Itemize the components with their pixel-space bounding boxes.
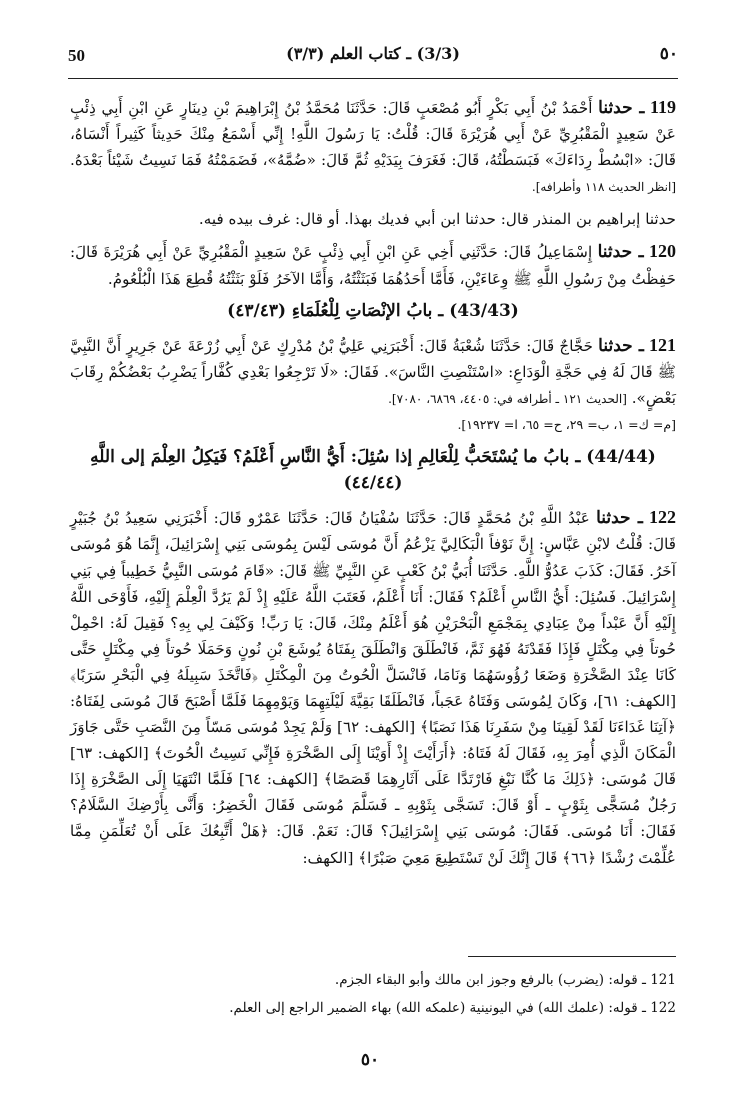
hadith-121 [70,332,676,438]
hadith-120 [70,238,676,291]
hadith-keyword: ـ حدثنا [598,98,645,118]
page-number-arabic: ٥٠ [659,44,678,64]
header-rule [68,78,678,79]
running-title: (3/3) ـ كتاب العلم (٣/٣) [286,44,460,63]
hadith-keyword: ـ حدثنا [596,508,643,529]
footnote: 122 ـ قوله: (علمك الله) في اليونينية (علمكه الله) بهاء الضمير الراجع إلى العلم. [229,1000,676,1016]
page-number-latin: 50 [68,46,85,65]
main-text [70,94,676,877]
hadith-number: 121 [649,334,677,355]
hadith-number: 120 [649,241,677,262]
hadith-text: إِسْمَاعِيلُ قَالَ: حَدَّثَنِي أَخِي عَنِ ابْنِ أَبِي ذِئْبٍ عَنْ سَعِيدٍ الْمَقْبُرِيِّ عَنْ أَبِي هُرَيْرَةَ قَالَ: حَفِظْتُ مِنْ رَسُولِ اللَّهِ ﷺ وِعَاءَيْنِ، فَأَمَّا أَحَدُهُمَا فَبَثَثْتُهُ، وَأَمَّا الآخَرُ فَلَوْ بَثَثْتُهُ قُطِعَ هَذَا الْبُلْعُومُ. [70,243,676,288]
hadith-119-addendum: حدثنا إبراهيم بن المنذر قال: حدثنا ابن أبي فديك بهذا. أو قال: غرف بيده فيه. [198,210,676,229]
hadith-keyword: ـ حدثنا [597,242,644,263]
footnote-rule [468,956,676,957]
hadith-reference: [الحديث ١٢١ ـ أطرافه في: ٤٤٠٥، ٦٨٦٩، ٧٠٨٠]. [388,391,627,406]
hadith-keyword: ـ حدثنا [598,335,644,356]
hadith-number: 122 [649,507,677,528]
hadith-119 [70,94,676,200]
chapter-heading-43: (43/43) ـ بابُ الإنْصَاتِ لِلْعُلَمَاءِ (٤٣/٤٣) [227,300,519,321]
footnote: 121 ـ قوله: (يضرب) بالرفع وجوز ابن مالك وأبو البقاء الجزم. [334,972,676,988]
bottom-page-number: ٥٠ [360,1050,380,1070]
hadith-index-tag: [م= ك= ١، ب= ٢٩، ح= ٦٥، ا= ١٩٢٣٧]. [457,417,676,433]
hadith-reference: [انظر الحديث ١١٨ وأطرافه]. [531,180,676,195]
hadith-number: 119 [650,97,677,117]
page-header [68,44,678,70]
hadith-text: أَحْمَدُ بْنُ أَبِي بَكْرٍ أَبُو مُصْعَبٍ قَالَ: حَدَّثَنَا مُحَمَّدُ بْنُ إِبْرَاهِيمَ بْنِ دِينَارٍ عَنِ ابْنِ أَبِي ذِئْبٍ عَنْ سَعِيدٍ الْمَقْبُرِيِّ عَنْ أَبِي هُرَيْرَةَ قَالَ: قُلْتُ: يَا رَسُولَ اللَّهِ! إِنِّي أَسْمَعُ مِنْكَ حَدِيثاً كَثِيراً أَنْسَاهُ، قَالَ: «ابْسُطْ رِدَاءَكَ» فَبَسَطْتُهُ، قَالَ: فَغَرَفَ بِيَدَيْهِ ثُمَّ قَالَ: «ضُمَّهُ»، فَضَمَمْتُهُ فَمَا نَسِيتُ شَيْئاً بَعْدَهُ. [70,99,676,170]
hadith-text: عَبْدُ اللَّهِ بْنُ مُحَمَّدٍ قَالَ: حَدَّثَنَا سُفْيَانُ قَالَ: حَدَّثَنَا عَمْرٌو قَالَ: أَخْبَرَنِي سَعِيدُ بْنُ جُبَيْرٍ قَالَ: قُلْتُ لابْنِ عَبَّاسٍ: إِنَّ نَوْفاً الْبَكَالِيَّ يَزْعُمُ أَنَّ مُوسَى لَيْسَ بِمُوسَى بَنِي إِسْرَائِيلَ، إِنَّمَا هُوَ مُوسَى آخَرُ. فَقَالَ: كَذَبَ عَدُوُّ اللَّهِ. حَدَّثَنَا أُبَيُّ بْنُ كَعْبٍ عَنِ النَّبِيِّ ﷺ قَالَ: «قَامَ مُوسَى النَّبِيُّ خَطِيباً فِي بَنِي إِسْرَائِيلَ. فَسُئِلَ: أَيُّ النَّاسِ أَعْلَمُ؟ فَقَالَ: أَنَا أَعْلَمُ، فَعَتَبَ اللَّهُ عَلَيْهِ إِذْ لَمْ يَرُدَّ الْعِلْمَ إِلَيْهِ، فَأَوْحَى اللَّهُ إِلَيْهِ أَنَّ عَبْداً مِنْ عِبَادِي بِمَجْمَعِ الْبَحْرَيْنِ هُوَ أَعْلَمُ مِنْكَ، قَالَ: يَا رَبِّ! وَكَيْفَ لِي بِهِ؟ فَقِيلَ لَهُ: احْمِلْ حُوتاً فِي مِكْتَلٍ فَإِذَا فَقَدْتَهُ فَهُوَ ثَمَّ، فَانْطَلَقَ وَانْطَلَقَ بِفَتَاهُ يُوشَعَ بْنِ نُونٍ وَحَمَلَا حُوتاً فِي مِكْتَلٍ حَتَّى كَانَا عِنْدَ الصَّخْرَةِ وَضَعَا رُؤُوسَهُمَا وَنَامَا، فَانْسَلَّ الْحُوتُ مِنَ الْمِكْتَلِ ﴿فَاتَّخَذَ سَبِيلَهُ فِي الْبَحْرِ سَرَبًا﴾ [الكهف: ٦١]، وَكَانَ لِمُوسَى وَفَتَاهُ عَجَباً، فَانْطَلَقَا بَقِيَّةَ لَيْلَتِهِمَا وَيَوْمِهِمَا فَلَمَّا أَصْبَحَ قَالَ مُوسَى لِفَتَاهُ: ﴿آتِنَا غَدَاءَنَا لَقَدْ لَقِينَا مِنْ سَفَرِنَا هَذَا نَصَبًا﴾ [الكهف: ٦٢] وَلَمْ يَجِدْ مُوسَى مَسّاً مِنَ النَّصَبِ حَتَّى جَاوَزَ الْمَكَانَ الَّذِي أُمِرَ بِهِ، فَقَالَ لَهُ فَتَاهُ: ﴿أَرَأَيْتَ إِذْ أَوَيْنَا إِلَى الصَّخْرَةِ فَإِنِّي نَسِيتُ الْحُوتَ﴾ [الكهف: ٦٣] قَالَ مُوسَى: ﴿ذَلِكَ مَا كُنَّا نَبْغِ فَارْتَدَّا عَلَى آثَارِهِمَا قَصَصًا﴾ [الكهف: ٦٤] فَلَمَّا انْتَهَيَا إِلَى الصَّخْرَةِ إِذَا رَجُلٌ مُسَجًّى بِثَوْبٍ ـ أَوْ قَالَ: تَسَجَّى بِثَوْبِهِ ـ فَسَلَّمَ مُوسَى فَقَالَ الْخَضِرُ: وَأَنَّى بِأَرْضِكَ السَّلَامُ؟ فَقَالَ: أَنَا مُوسَى. فَقَالَ: مُوسَى بَنِي إِسْرَائِيلَ؟ قَالَ: نَعَمْ. قَالَ: ﴿هَلْ أَتَّبِعُكَ عَلَى أَنْ تُعَلِّمَنِ مِمَّا عُلِّمْتَ رُشْدًا ﴿٦٦﴾ قَالَ إِنَّكَ لَنْ تَسْتَطِيعَ مَعِيَ صَبْرًا﴾ [الكهف: [70,509,676,867]
hadith-122 [70,504,676,870]
hadith-text: حَجَّاجٌ قَالَ: حَدَّثَنَا شُعْبَةُ قَالَ: أَخْبَرَنِي عَلِيُّ بْنُ مُدْرِكٍ عَنْ أَبِي زُرْعَةَ عَنْ جَرِيرٍ أَنَّ النَّبِيَّ ﷺ قَالَ لَهُ فِي حَجَّةِ الْوَدَاعِ: «اسْتَنْصِتِ النَّاسَ». فَقَالَ: «لَا تَرْجِعُوا بَعْدِي كُفَّاراً يَضْرِبُ بَعْضُكُمْ رِقَابَ بَعْضٍ». [70,336,676,407]
chapter-heading-44: (44/44) ـ بابُ ما يُسْتَحَبُّ لِلْعَالِمِ إذا سُئِلَ: أَيُّ النَّاسِ أَعْلَمُ؟ فَيَكِلُ العِلْمَ إلى اللَّهِ (٤٤/٤٤) [90,447,656,494]
footnotes [70,966,676,1022]
